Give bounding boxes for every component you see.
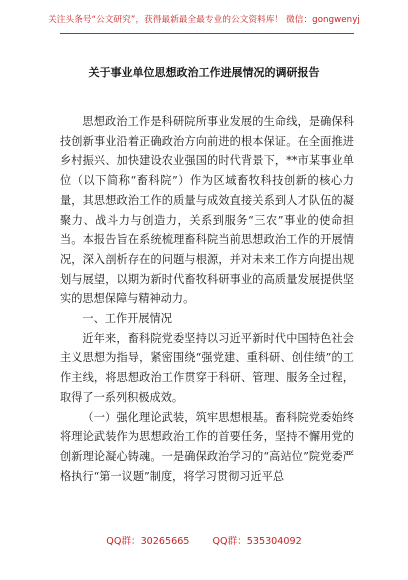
header-notice: 关注头条号“公文研究”，获得最新最全最专业的公文资料库！ 微信：gongwenyj — [48, 15, 360, 25]
intro-paragraph: 思想政治工作是科研院所事业发展的生命线，是确保科技创新事业沿着正确政治方向前进的根本保证。在全面推进乡村振兴、加快建设农业强国的时代背景下，**市某事业单位（以下简称“畜科院”）作为区域畜牧科技创新的核心力量，其思想政治工作的质量与成效直接关系到人才队伍的凝聚力、战斗力与创造力，关系到服务“三农”事业的使命担当。本报告旨在系统梳理畜科院当前思想政治工作的开展情况，深入剖析存在的问题与根源，并对未来工作方向提出规划与展望，以期为新时代畜牧科研事业的高质量发展提供坚实的思想保障与精神动力。 — [60, 115, 354, 306]
footer-qq-group-1: QQ群：30265665 — [106, 536, 190, 547]
document-body — [60, 112, 354, 486]
subsection-paragraph: （一）强化理论武装，筑牢思想根基。畜科院党委始终将理论武装作为思想政治工作的首要任务，坚持不懈用党的创新理论凝心铸魂。一是确保政治学习的“高站位”院党委严格执行“第一议题”制度，将学习贯彻习近平总 — [60, 410, 354, 483]
footer-qq-group-2: QQ群：535304092 — [212, 536, 302, 547]
document-title: 关于事业单位思想政治工作进展情况的调研报告 — [88, 66, 320, 79]
header-divider — [60, 33, 354, 34]
section-paragraph: 近年来，畜科院党委坚持以习近平新时代中国特色社会主义思想为指导，紧密围绕“强党建、重科研、创佳绩”的工作主线，将思想政治工作贯穿于科研、管理、服务全过程，取得了一系列积极成效。 — [60, 331, 354, 404]
section-heading: 一、工作开展情况 — [82, 312, 172, 326]
footer-contacts — [0, 533, 408, 547]
